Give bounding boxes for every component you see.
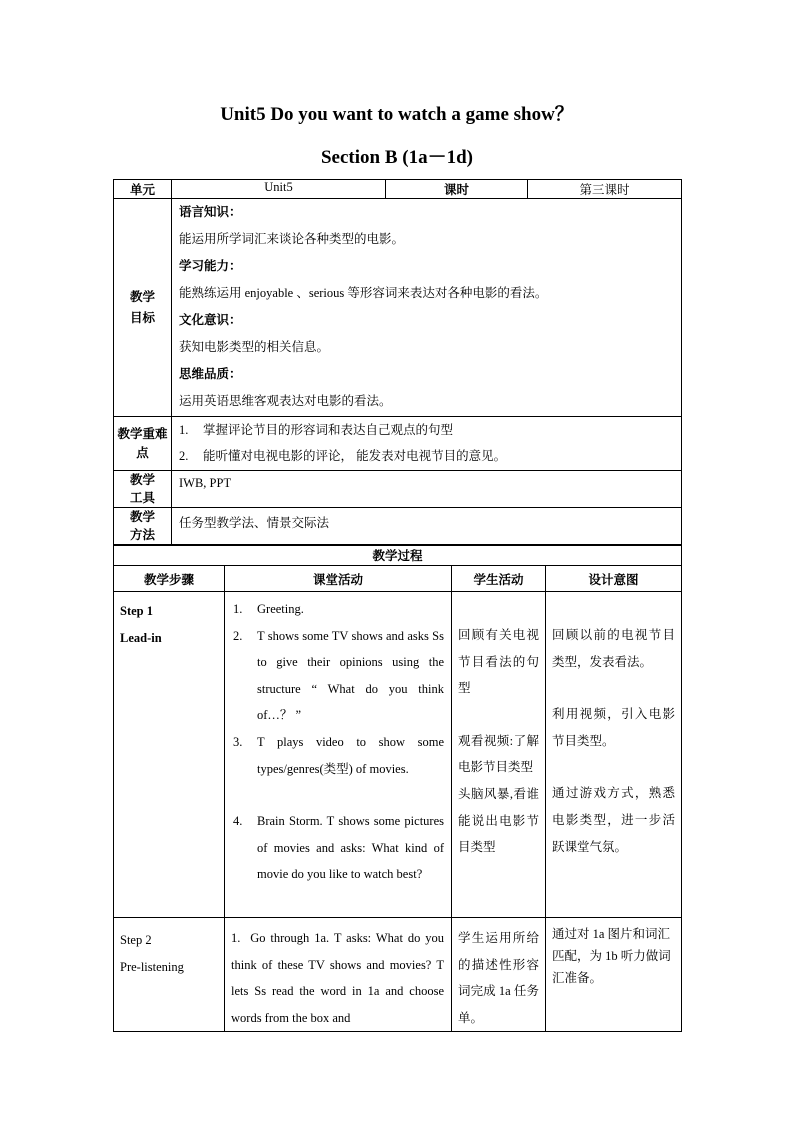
goal-text: 运用英语思维客观表达对电影的看法。 [179, 394, 392, 408]
design-intent: 通过游戏方式，熟悉电影类型，进一步活跃课堂气氛。 [552, 786, 676, 854]
page-title: Unit5 Do you want to watch a game show？ [220, 104, 574, 125]
period-label: 课时 [386, 180, 528, 199]
keypoints-label: 教学重难点 [114, 417, 172, 471]
goal-text: 能熟练运用 enjoyable 、serious 等形容词来表达对各种电影的看法。 [179, 286, 548, 300]
goal-text: 能运用所学词汇来谈论各种类型的电影。 [179, 232, 405, 246]
goal-heading: 思维品质： [179, 367, 242, 381]
step-cell [114, 918, 225, 1032]
step-cell [114, 592, 225, 918]
unit-label: 单元 [114, 180, 172, 199]
methods-label: 教学方法 [114, 508, 172, 545]
goal-heading: 文化意识： [179, 313, 242, 327]
page-subtitle: Section B (1a－1d) [320, 147, 473, 168]
activity-item: 4. Brain Storm. T shows some pictures of movies and asks: What kind of movie do you like to watch best? [233, 814, 444, 882]
column-header: 教学步骤 [114, 566, 225, 592]
activity-item: 2. T shows some TV shows and asks Ss to give their opinions using the structure “ What do you think of…？ ” [233, 628, 444, 723]
keypoints-cell [172, 417, 682, 471]
intent-cell [546, 592, 682, 918]
design-intent: 利用视频，引入电影节目类型。 [552, 707, 676, 748]
tools-value: IWB, PPT [172, 471, 682, 508]
student-activity: 学生运用所给的描述性形容词完成 1a 任务单。 [458, 931, 539, 1025]
tools-label: 教学工具 [114, 471, 172, 508]
goal-text: 获知电影类型的相关信息。 [179, 340, 330, 354]
goals-label: 教学目标 [114, 199, 172, 417]
step-number: Step 2 [120, 933, 152, 947]
keypoint-item: 1. 掌握评论节目的形容词和表达自己观点的句型 [179, 423, 454, 437]
step-stage: Pre-listening [120, 959, 184, 974]
activity-item: 1. Go through 1a. T asks: What do you think of these TV shows and movies? T lets Ss read the word in 1a and choose words from the box and [231, 931, 444, 1025]
methods-value: 任务型教学法、情景交际法 [172, 508, 682, 545]
student-activity: 观看视频:了解电影节目类型 [458, 733, 539, 775]
design-intent: 通过对 1a 图片和词汇匹配，为 1b 听力做词汇准备。 [552, 927, 671, 985]
step-stage: Lead-in [120, 630, 162, 645]
activity-item: 3. T plays video to show some types/genres(类型) of movies. [233, 734, 444, 776]
intent-cell [546, 918, 682, 1032]
process-heading: 教学过程 [114, 546, 682, 566]
design-intent: 回顾以前的电视节目类型，发表看法。 [552, 628, 676, 669]
period-value: 第三课时 [528, 180, 682, 199]
keypoint-item: 2. 能听懂对电视电影的评论， 能发表对电视节目的意见。 [179, 449, 507, 463]
process-table [113, 545, 682, 1032]
column-header: 课堂活动 [225, 566, 452, 592]
student-activity: 回顾有关电视节目看法的句型 [458, 628, 539, 696]
student-cell [452, 592, 546, 918]
activity-cell [225, 592, 452, 918]
unit-value: Unit5 [172, 180, 386, 199]
column-header: 学生活动 [452, 566, 546, 592]
column-header: 设计意图 [546, 566, 682, 592]
activity-item: 1. Greeting. [233, 602, 304, 616]
goal-heading: 学习能力： [179, 259, 242, 273]
student-activity: 头脑风暴,看谁能说出电影节目类型 [458, 786, 539, 855]
goal-heading: 语言知识： [179, 205, 242, 219]
student-cell [452, 918, 546, 1032]
activity-cell [225, 918, 452, 1032]
goals-cell [172, 199, 682, 417]
step-number: Step 1 [120, 604, 153, 618]
info-table [113, 179, 682, 545]
